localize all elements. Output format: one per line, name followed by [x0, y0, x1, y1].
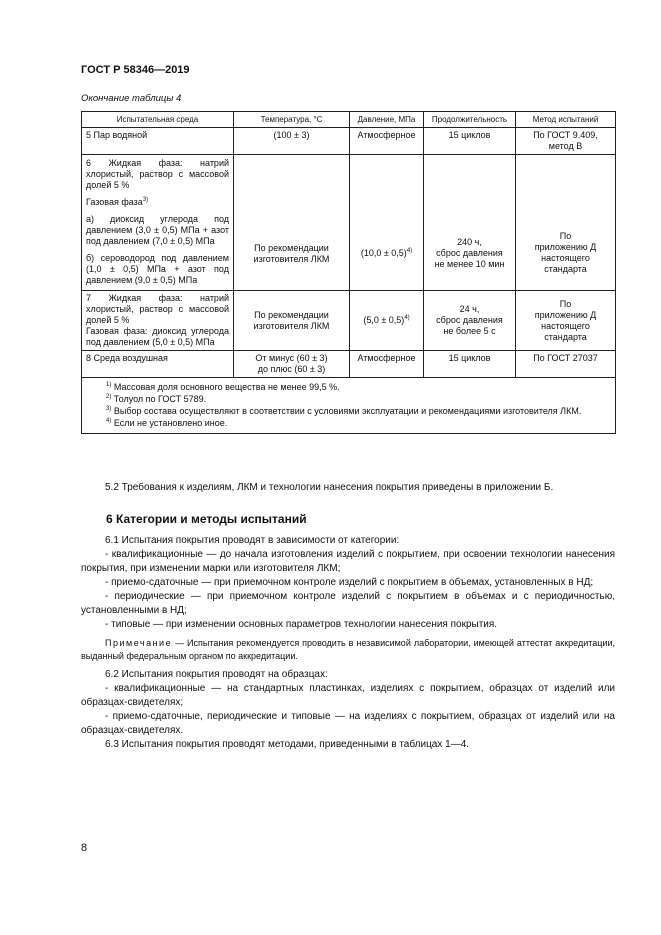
table-footnotes-row — [82, 378, 616, 434]
row5-temperature: (100 ± 3) — [234, 128, 350, 155]
col-header-medium: Испытательная среда — [82, 112, 234, 128]
table-row — [82, 351, 616, 378]
table-caption: Окончание таблицы 4 — [81, 93, 182, 104]
table-row — [82, 291, 616, 351]
row6-option-a: а) диоксид углерода под давлением (3,0 ± 0,5) МПа + азот под давлением (7,0 ± 0,5) МПа — [86, 214, 229, 246]
note-label: Примечание — [105, 638, 173, 648]
row7-method: По приложению Д настоящего стандарта — [516, 291, 616, 351]
paragraph-6-2: 6.2 Испытания покрытия проводят на образцах: — [105, 669, 328, 680]
note-text: — Испытания рекомендуется проводить в независимой лаборатории, имеющей аттестат аккредитации, выданный федеральным органом по аккредитации. — [81, 638, 615, 661]
row6-pressure: $(10,0 \pm 0,5)^{4)}$ — [350, 155, 424, 291]
document-header: ГОСТ Р 58346—2019 — [81, 64, 190, 76]
paragraph-6-3: 6.3 Испытания покрытия проводят методами, приведенными в таблицах 1—4. — [105, 739, 470, 750]
row7-duration: 24 ч, сброс давления не более 5 с — [424, 291, 516, 351]
col-header-temperature: Температура, °С — [234, 112, 350, 128]
row5-method-line: метод В — [548, 141, 583, 151]
page-number: 8 — [81, 842, 88, 854]
row7-medium — [82, 291, 234, 351]
table-header-row — [82, 112, 616, 128]
row6-option-b: б) сероводород под давлением (1,0 ± 0,5) МПа + азот под давлением (9,0 ± 0,5) МПа — [86, 253, 229, 285]
row8-medium: 8 Среда воздушная — [82, 351, 234, 378]
row5-method-line: По ГОСТ 9.409, — [533, 130, 598, 140]
row8-pressure: Атмосферное — [350, 351, 424, 378]
note — [81, 637, 615, 663]
row8-temperature: От минус (60 ± 3) до плюс (60 ± 3) — [234, 351, 350, 378]
list-item: - квалификационные — до начала изготовления изделий с покрытием, при освоении технологии нанесения покрытия, при изменении марки или изготовителя ЛКМ; — [81, 549, 615, 574]
footnote: $^{1)}$ Массовая доля основного вещества не менее 99,5 %. — [106, 382, 340, 392]
section-6-body — [81, 534, 615, 752]
row6-duration: 240 ч, сброс давления не менее 10 мин — [424, 155, 516, 291]
row6-method: По приложению Д настоящего стандарта — [516, 155, 616, 291]
row6-medium — [82, 155, 234, 291]
list-item: - приемо-сдаточные, периодические и типовые — на изделиях с покрытием, образцах от изделий или на образцах-свидетелях. — [81, 711, 615, 736]
row7-pressure: $(5,0 \pm 0,5)^{4)}$ — [350, 291, 424, 351]
col-header-duration: Продолжительность — [424, 112, 516, 128]
row5-method — [516, 128, 616, 155]
paragraph-6-1: 6.1 Испытания покрытия проводят в зависимости от категории: — [105, 535, 400, 546]
footnote: $^{2)}$ Толуол по ГОСТ 5789. — [106, 394, 207, 404]
table-row — [82, 128, 616, 155]
col-header-pressure: Давление, МПа — [350, 112, 424, 128]
footnote: $^{3)}$ Выбор состава осуществляют в соответствии с условиями эксплуатации и рекомендациями изготовителя ЛКМ. — [106, 406, 582, 416]
paragraph-5-2: 5.2 Требования к изделиям, ЛКМ и технологии нанесения покрытия приведены в приложении Б. — [105, 482, 554, 493]
list-item: - периодические — при приемочном контроле изделий с покрытием в объемах и с периодичностью, установленными в НД; — [81, 591, 615, 616]
row5-duration: 15 циклов — [424, 128, 516, 155]
test-media-table — [81, 111, 616, 434]
row7-temperature: По рекомендации изготовителя ЛКМ — [234, 291, 350, 351]
list-item: - типовые — при изменении основных параметров технологии нанесения покрытия. — [105, 619, 498, 630]
table-footnotes — [82, 378, 616, 434]
section-6-title: 6 Категории и методы испытаний — [106, 512, 307, 526]
row5-medium: 5 Пар водяной — [82, 128, 234, 155]
row6-gas-phase-label: Газовая фаза$^{3)}$ — [86, 197, 149, 207]
list-item: - приемо-сдаточные — при приемочном контроле изделий с покрытием в объемах, установленных в НД; — [105, 577, 594, 588]
col-header-method: Метод испытаний — [516, 112, 616, 128]
row7-liquid-phase: 7 Жидкая фаза: натрий хлористый, раствор с массовой долей 5 % — [86, 293, 229, 325]
row8-method: По ГОСТ 27037 — [516, 351, 616, 378]
row5-pressure: Атмосферное — [350, 128, 424, 155]
table-row — [82, 155, 616, 291]
list-item: - квалификационные — на стандартных пластинках, изделиях с покрытием, образцах от изделий или образцах-свидетелях; — [81, 683, 615, 708]
row7-gas-phase: Газовая фаза: диоксид углерода под давлением (5,0 ± 0,5) МПа — [86, 326, 229, 347]
row6-temperature: По рекомендации изготовителя ЛКМ — [234, 155, 350, 291]
footnote: $^{4)}$ Если не установлено иное. — [106, 418, 228, 428]
row6-liquid-phase: 6 Жидкая фаза: натрий хлористый, раствор с массовой долей 5 % — [86, 158, 229, 190]
row8-duration: 15 циклов — [424, 351, 516, 378]
